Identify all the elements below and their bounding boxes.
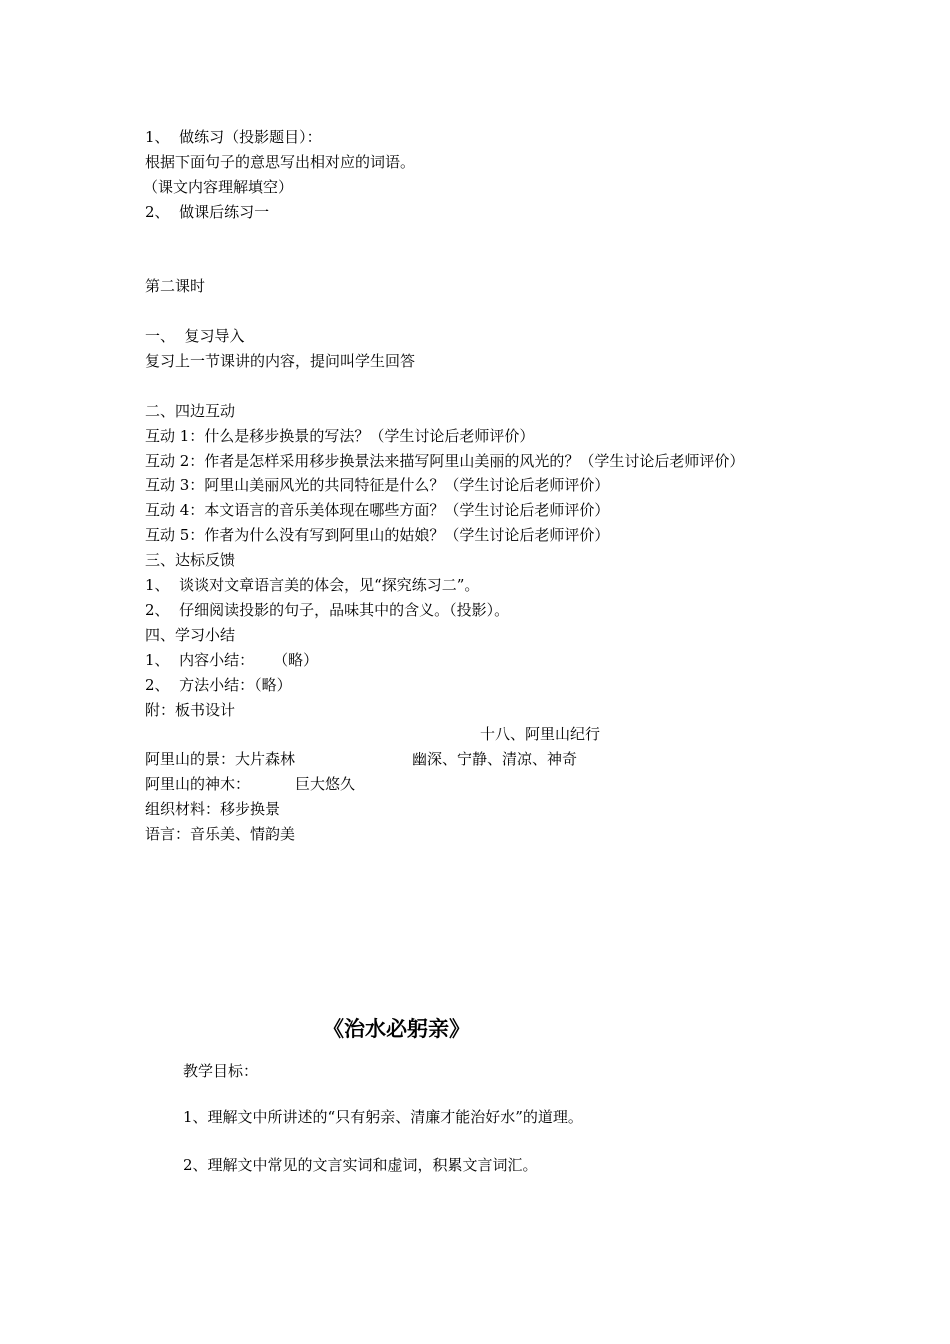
feedback-title: 三、达标反馈 [145, 551, 236, 569]
review-text: 复习上一节课讲的内容，提问叫学生回答 [145, 352, 416, 370]
goals-title: 教学目标： [183, 1062, 259, 1080]
board-language: 语言：音乐美、情韵美 [145, 825, 296, 843]
summary-title: 四、学习小结 [145, 626, 236, 644]
review-title: 一、 复习导入 [145, 327, 245, 345]
board-material: 组织材料：移步换景 [145, 800, 281, 818]
interact-item: 互动 1：什么是移步换景的写法？（学生讨论后老师评价） [145, 427, 535, 445]
practice-line-1: 1、 做练习（投影题目）： [145, 128, 322, 146]
interact-item: 互动 5：作者为什么没有写到阿里山的姑娘？（学生讨论后老师评价） [145, 526, 610, 544]
summary-item: 1、 内容小结： （略） [145, 651, 319, 669]
practice-line-3: （课文内容理解填空） [143, 178, 294, 196]
feedback-item: 2、 仔细阅读投影的句子，品味其中的含义。（投影）。 [145, 601, 510, 619]
practice-line-4: 2、 做课后练习一 [145, 203, 270, 221]
board-scene-desc: 幽深、宁静、清凉、神奇 [412, 750, 578, 768]
summary-item: 2、 方法小结：（略） [145, 676, 292, 694]
next-lesson-title: 《治水必躬亲》 [323, 1017, 470, 1041]
interact-title: 二、四边互动 [145, 402, 236, 420]
lesson2-heading: 第二课时 [145, 277, 206, 295]
board-tree-label: 阿里山的神木： [145, 775, 251, 793]
board-title: 附：板书设计 [145, 701, 236, 719]
interact-item: 互动 4：本文语言的音乐美体现在哪些方面？（学生讨论后老师评价） [145, 501, 610, 519]
interact-item: 互动 2：作者是怎样采用移步换景法来描写阿里山美丽的风光的？（学生讨论后老师评价） [145, 452, 745, 470]
board-tree-desc: 巨大悠久 [295, 775, 356, 793]
board-scene-label: 阿里山的景：大片森林 [145, 750, 296, 768]
goal-item: 2、理解文中常见的文言实词和虚词，积累文言词汇。 [183, 1156, 538, 1174]
board-heading: 十八、阿里山纪行 [480, 725, 601, 743]
goal-item: 1、理解文中所讲述的“只有躬亲、清廉才能治好水”的道理。 [183, 1108, 583, 1126]
practice-line-2: 根据下面句子的意思写出相对应的词语。 [145, 153, 416, 171]
feedback-item: 1、 谈谈对文章语言美的体会，见“探究练习二”。 [145, 576, 480, 594]
interact-item: 互动 3：阿里山美丽风光的共同特征是什么？（学生讨论后老师评价） [145, 476, 610, 494]
